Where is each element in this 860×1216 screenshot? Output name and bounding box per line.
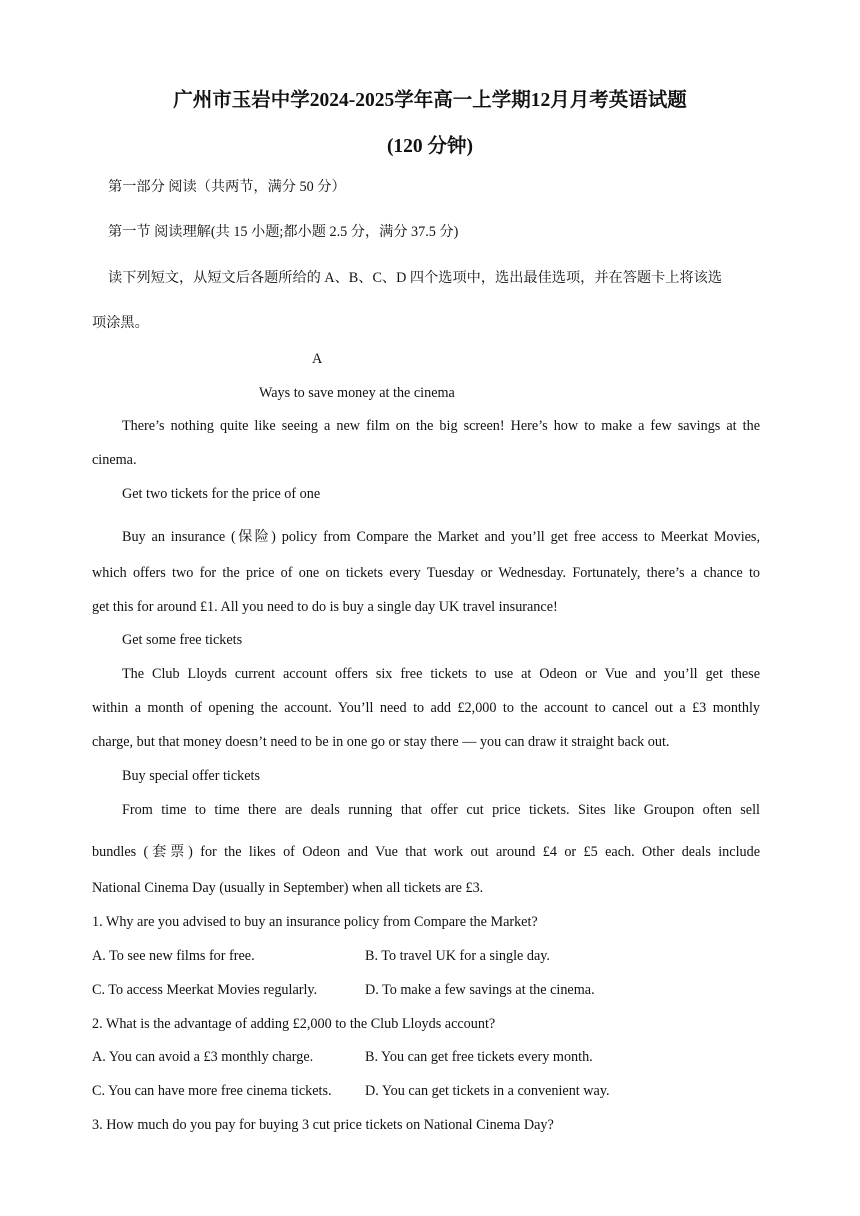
p1-line-3: get this for around £1. All you need to do is buy a single day UK travel insurance! <box>92 599 558 615</box>
subheading-free-tickets: Get some free tickets <box>122 632 243 648</box>
question-1-stem: 1. Why are you advised to buy an insurance policy from Compare the Market? <box>92 914 538 930</box>
question-2-option-b[interactable]: B. You can get free tickets every month. <box>365 1049 593 1065</box>
passage-title: Ways to save money at the cinema <box>259 385 455 401</box>
question-2-stem: 2. What is the advantage of adding £2,000 to the Club Lloyds account? <box>92 1016 496 1032</box>
intro-line-2: cinema. <box>92 452 137 468</box>
p1-line-1: Buy an insurance (保险) policy from Compare the Market and you’ll get free access to Meerkat Movies, <box>122 529 760 545</box>
section-heading: 第一节 阅读理解(共 15 小题;都小题 2.5 分，满分 37.5 分) <box>108 224 459 240</box>
subheading-special-offer: Buy special offer tickets <box>122 768 261 784</box>
p3-line-1: From time to time there are deals running that offer cut price tickets. Sites like Groupon often sell <box>122 802 760 818</box>
part-heading: 第一部分 阅读（共两节，满分 50 分） <box>108 179 346 195</box>
question-3-stem: 3. How much do you pay for buying 3 cut price tickets on National Cinema Day? <box>92 1117 554 1133</box>
directions-line-2: 项涂黑。 <box>92 315 149 331</box>
passage-label: A <box>312 351 323 367</box>
intro-line-1: There’s nothing quite like seeing a new film on the big screen! Here’s how to make a few savings at the <box>122 418 760 434</box>
question-1-option-d[interactable]: D. To make a few savings at the cinema. <box>365 982 595 998</box>
p2-line-3: charge, but that money doesn’t need to be in one go or stay there — you can draw it straight back out. <box>92 734 670 750</box>
exam-page <box>92 0 760 1216</box>
question-1-option-c[interactable]: C. To access Meerkat Movies regularly. <box>92 982 318 998</box>
question-2-option-a[interactable]: A. You can avoid a £3 monthly charge. <box>92 1049 314 1065</box>
p1-line-2: which offers two for the price of one on tickets every Tuesday or Wednesday. Fortunately, there’s a chance to <box>92 565 760 581</box>
exam-title: 广州市玉岩中学2024-2025学年高一上学期12月月考英语试题 <box>173 90 687 111</box>
question-1-option-a[interactable]: A. To see new films for free. <box>92 948 255 964</box>
question-2-option-d[interactable]: D. You can get tickets in a convenient way. <box>365 1083 610 1099</box>
subheading-two-for-one: Get two tickets for the price of one <box>122 486 321 502</box>
p3-line-2: bundles (套票) for the likes of Odeon and Vue that work out around £4 or £5 each. Other deals include <box>92 844 760 860</box>
exam-duration: (120 分钟) <box>386 136 474 157</box>
question-2-option-c[interactable]: C. You can have more free cinema tickets. <box>92 1083 332 1099</box>
p2-line-2: within a month of opening the account. You’ll need to add £2,000 to the account to cancel out a £3 monthly <box>92 700 760 716</box>
p2-line-1: The Club Lloyds current account offers six free tickets to use at Odeon or Vue and you’ll get these <box>122 666 760 682</box>
question-1-option-b[interactable]: B. To travel UK for a single day. <box>365 948 550 964</box>
directions-line-1: 读下列短文，从短文后各题所给的 A、B、C、D 四个选项中，选出最佳选项，并在答题卡上将该选 <box>108 270 723 286</box>
p3-line-3: National Cinema Day (usually in September) when all tickets are £3. <box>92 880 484 896</box>
